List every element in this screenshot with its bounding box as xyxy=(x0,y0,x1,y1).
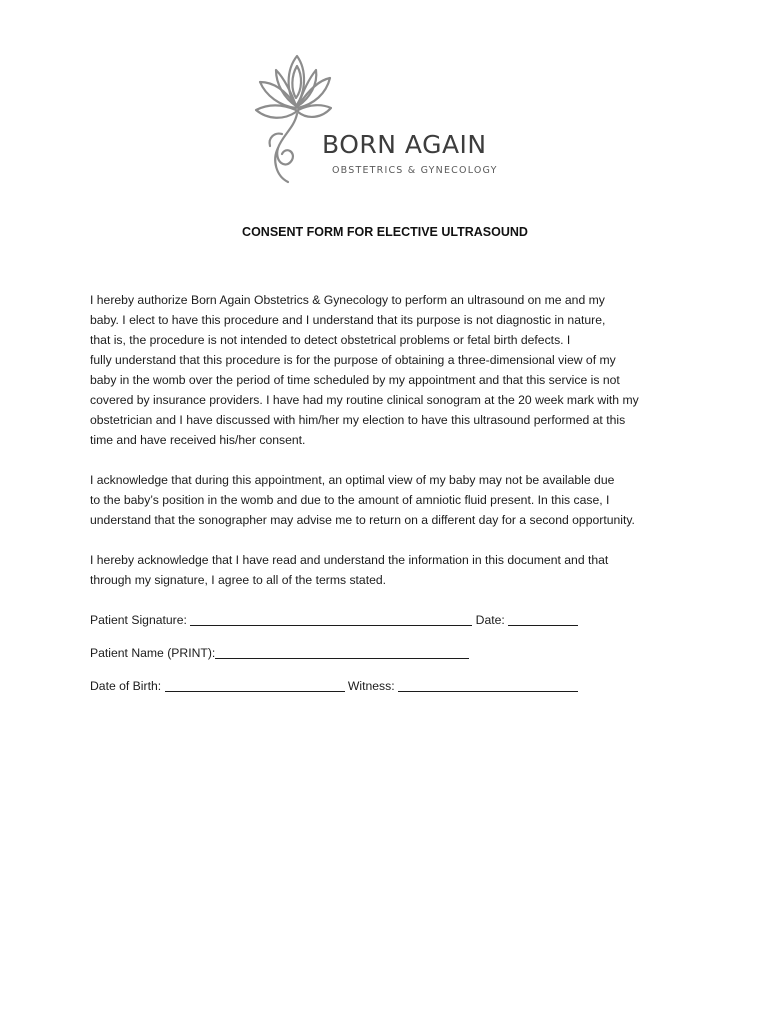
dob-field[interactable] xyxy=(165,677,345,692)
logo xyxy=(252,48,532,193)
text-line: I acknowledge that during this appointment, an optimal view of my baby may not be available due xyxy=(90,473,615,487)
dob-witness-row xyxy=(90,676,578,709)
text-line: obstetrician and I have discussed with him/her my election to have this ultrasound performed at this xyxy=(90,413,626,427)
text-line: covered by insurance providers. I have had my routine clinical sonogram at the 20 week mark with my xyxy=(90,393,639,407)
witness-field[interactable] xyxy=(398,677,578,692)
text-line: time and have received his/her consent. xyxy=(90,433,306,447)
text-line: fully understand that this procedure is for the purpose of obtaining a three-dimensional view of my xyxy=(90,353,616,367)
patient-signature-label: Patient Signature: xyxy=(90,613,191,627)
date-field[interactable] xyxy=(508,611,578,626)
text-line: understand that the sonographer may advise me to return on a different day for a second opportunity. xyxy=(90,513,635,527)
signature-row xyxy=(90,610,578,643)
brand-name: BORN AGAIN xyxy=(322,130,487,159)
paragraph-acknowledgement-view xyxy=(90,470,690,530)
lotus-flower-icon xyxy=(252,48,332,193)
text-line: I hereby acknowledge that I have read and understand the information in this document and that xyxy=(90,553,609,567)
patient-signature-field[interactable] xyxy=(190,611,472,626)
text-line: through my signature, I agree to all of the terms stated. xyxy=(90,573,387,587)
witness-label: Witness: xyxy=(344,679,399,693)
text-line: baby. I elect to have this procedure and I understand that its purpose is not diagnostic in nature, xyxy=(90,313,606,327)
patient-name-label: Patient Name (PRINT): xyxy=(90,646,216,660)
patient-name-row xyxy=(90,643,578,676)
document-title: CONSENT FORM FOR ELECTIVE ULTRASOUND xyxy=(242,225,528,239)
date-label: Date: xyxy=(472,613,509,627)
signature-fields xyxy=(90,610,578,709)
text-line: baby in the womb over the period of time scheduled by my appointment and that this service is not xyxy=(90,373,620,387)
brand-subtitle: OBSTETRICS & GYNECOLOGY xyxy=(332,165,498,176)
document-body xyxy=(90,290,690,610)
patient-name-field[interactable] xyxy=(215,644,469,659)
text-line: that is, the procedure is not intended to detect obstetrical problems or fetal birth defects. I xyxy=(90,333,571,347)
text-line: I hereby authorize Born Again Obstetrics & Gynecology to perform an ultrasound on me and my xyxy=(90,293,605,307)
paragraph-acknowledgement-terms xyxy=(90,550,690,590)
dob-label: Date of Birth: xyxy=(90,679,165,693)
text-line: to the baby’s position in the womb and due to the amount of amniotic fluid present. In this case, I xyxy=(90,493,610,507)
paragraph-authorization xyxy=(90,290,690,450)
